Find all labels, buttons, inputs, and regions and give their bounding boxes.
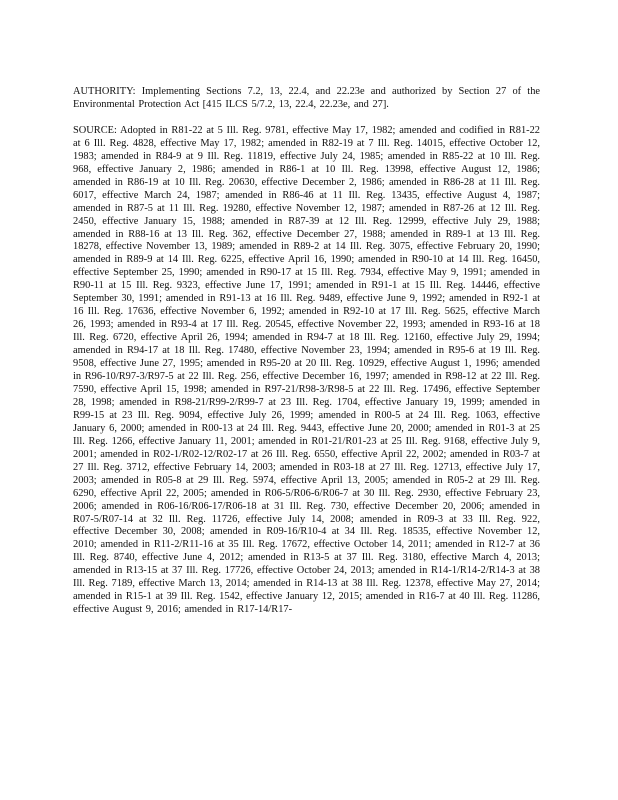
authority-paragraph: AUTHORITY: Implementing Sections 7.2, 13, 22.4, and 22.23e and authorized by Section 27 of the Environmental Protection Act [415 ILCS 5/7.2, 13, 22.4, 22.23e, and 27]. — [73, 86, 540, 110]
source-paragraph: SOURCE: Adopted in R81-22 at 5 Ill. Reg. 9781, effective May 17, 1982; amended and codified in R81-22 at 6 Ill. Reg. 4828, effective May 17, 1982; amended in R82-19 at 7 Ill. Reg. 14015, effective October 12, 1983; amended in R84-9 at 9 Ill. Reg. 11819, effective July 24, 1985; amended in R85-22 at 10 Ill. Reg. 968, effective January 2, 1986; amended in R86-1 at 10 Ill. Reg. 13998, effective August 12, 1986; amended in R86-19 at 10 Ill. Reg. 20630, effective December 2, 1986; amended in R86-28 at 11 Ill. Reg. 6017, effective March 24, 1987; amended in R86-46 at 11 Ill. Reg. 13435, effective August 4, 1987; amended in R87-5 at 11 Ill. Reg. 19280, effective November 12, 1987; amended in R87-26 at 12 Ill. Reg. 2450, effective January 15, 1988; amended in R87-39 at 12 Ill. Reg. 12999, effective July 29, 1988; amended in R88-16 at 13 Ill. Reg. 362, effective December 27, 1988; amended in R89-1 at 13 Ill. Reg. 18278, effective November 13, 1989; amended in R89-2 at 14 Ill. Reg. 3075, effective February 20, 1990; amended in R89-9 at 14 Ill. Reg. 6225, effective April 16, 1990; amended in R90-10 at 14 Ill. Reg. 16450, effective September 25, 1990; amended in R90-17 at 15 Ill. Reg. 7934, effective May 9, 1991; amended in R90-11 at 15 Ill. Reg. 9323, effective June 17, 1991; amended in R91-1 at 15 Ill. Reg. 14446, effective September 30, 1991; amended in R91-13 at 16 Ill. Reg. 9489, effective June 9, 1992; amended in R92-1 at 16 Ill. Reg. 17636, effective November 6, 1992; amended in R92-10 at 17 Ill. Reg. 5625, effective March 26, 1993; amended in R93-4 at 17 Ill. Reg. 20545, effective November 22, 1993; amended in R93-16 at 18 Ill. Reg. 6720, effective April 26, 1994; amended in R94-7 at 18 Ill. Reg. 12160, effective July 29, 1994; amended in R94-17 at 18 Ill. Reg. 17480, effective November 23, 1994; amended in R95-6 at 19 Ill. Reg. 9508, effective June 27, 1995; amended in R95-20 at 20 Ill. Reg. 10929, effective August 1, 1996; amended in R96-10/R97-3/R97-5 at 22 Ill. Reg. 256, effective December 16, 1997; amended in R98-12 at 22 Ill. Reg. 7590, effective April 15, 1998; amended in R97-21/R98-3/R98-5 at 22 Ill. Reg. 17496, effective September 28, 1998; amended in R98-21/R99-2/R99-7 at 23 Ill. Reg. 1704, effective January 19, 1999; amended in R99-15 at 23 Ill. Reg. 9094, effective July 26, 1999; amended in R00-5 at 24 Ill. Reg. 1063, effective January 6, 2000; amended in R00-13 at 24 Ill. Reg. 9443, effective June 20, 2000; amended in R01-3 at 25 Ill. Reg. 1266, effective January 11, 2001; amended in R01-21/R01-23 at 25 Ill. Reg. 9168, effective July 9, 2001; amended in R02-1/R02-12/R02-17 at 26 Ill. Reg. 6550, effective April 22, 2002; amended in R03-7 at 27 Ill. Reg. 3712, effective February 14, 2003; amended in R03-18 at 27 Ill. Reg. 12713, effective July 17, 2003; amended in R05-8 at 29 Ill. Reg. 5974, effective April 13, 2005; amended in R05-2 at 29 Ill. Reg. 6290, effective April 22, 2005; amended in R06-5/R06-6/R06-7 at 30 Ill. Reg. 2930, effective February 23, 2006; amended in R06-16/R06-17/R06-18 at 31 Ill. Reg. 730, effective December 20, 2006; amended in R07-5/R07-14 at 32 Ill. Reg. 11726, effective July 14, 2008; amended in R09-3 at 33 Ill. Reg. 922, effective December 30, 2008; amended in R09-16/R10-4 at 34 Ill. Reg. 18535, effective November 12, 2010; amended in R11-2/R11-16 at 35 Ill. Reg. 17672, effective October 14, 2011; amended in R12-7 at 36 Ill. Reg. 8740, effective June 4, 2012; amended in R13-5 at 37 Ill. Reg. 3180, effective March 4, 2013; amended in R13-15 at 37 Ill. Reg. 17726, effective October 24, 2013; amended in R14-1/R14-2/R14-3 at 38 Ill. Reg. 7189, effective March 13, 2014; amended in R14-13 at 38 Ill. Reg. 12378, effective May 27, 2014; amended in R15-1 at 39 Ill. Reg. 1542, effective January 12, 2015; amended in R16-7 at 40 Ill. Reg. 11286, effective August 9, 2016; amended in R17-14/R17- — [73, 124, 540, 616]
document-page — [73, 86, 540, 617]
